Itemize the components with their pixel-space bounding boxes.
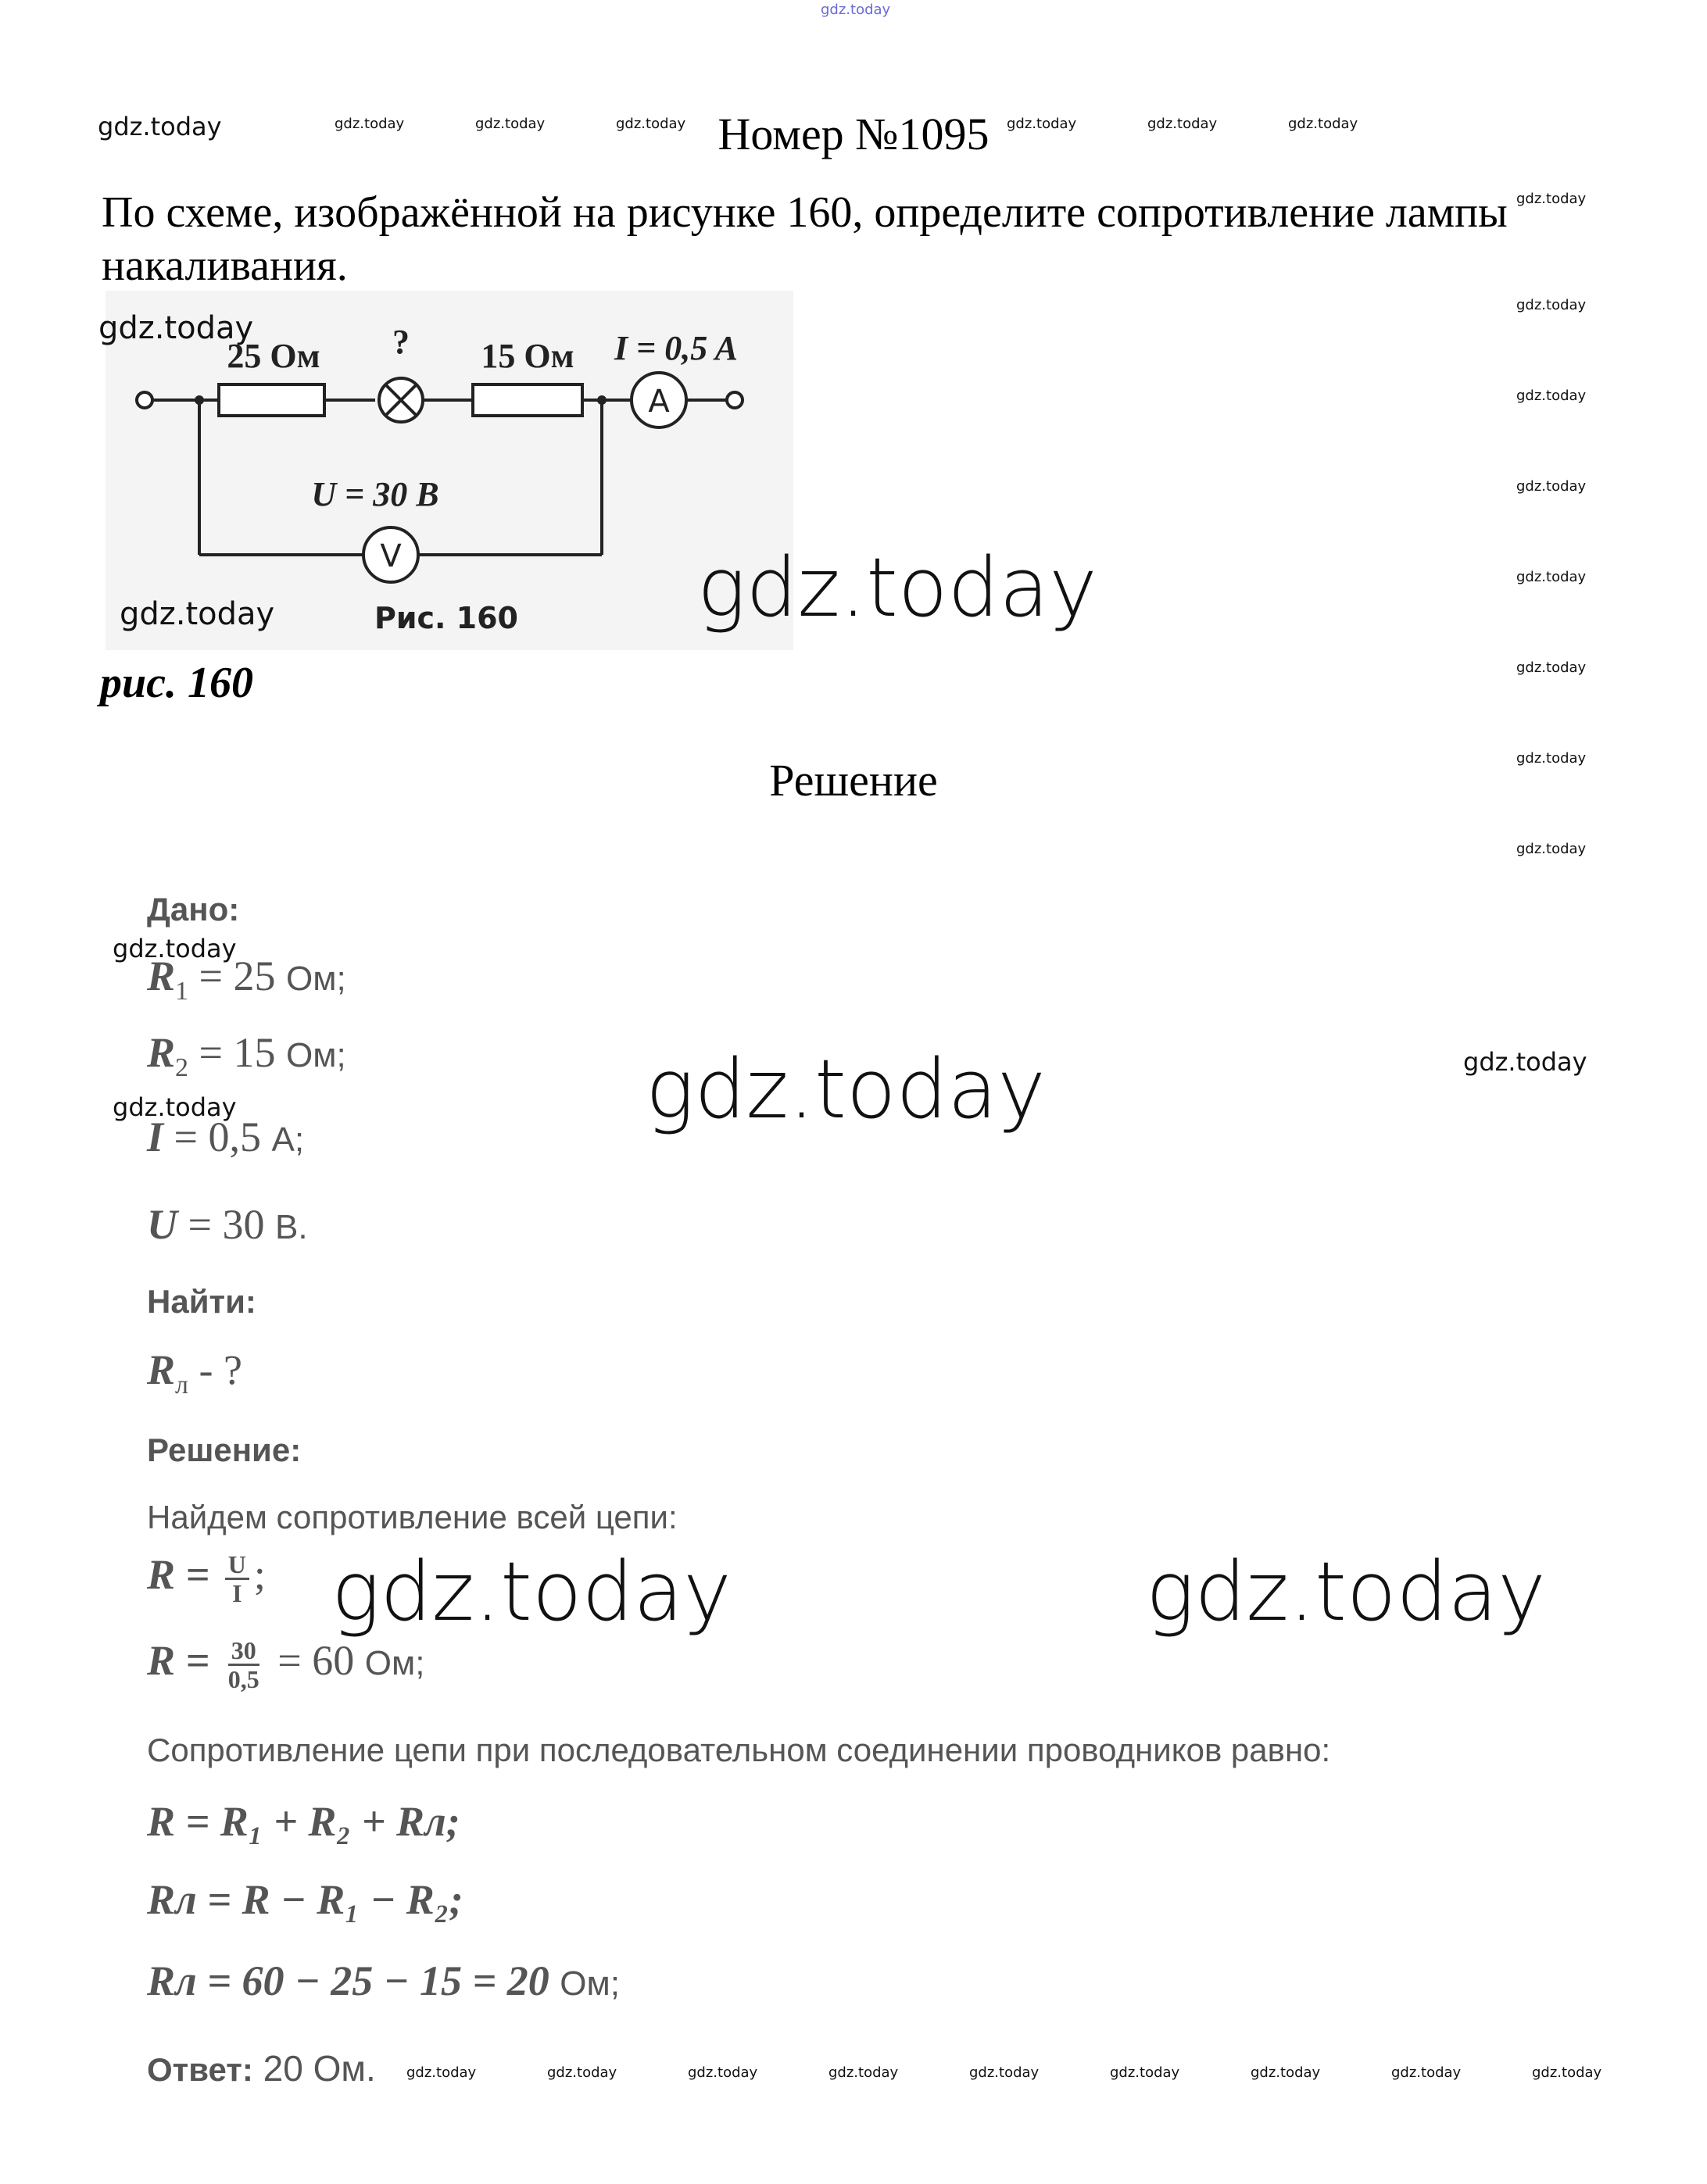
- watermark: gdz.today: [697, 540, 1097, 635]
- watermark: gdz.today: [1146, 1544, 1546, 1639]
- given-i: I = 0,5 A;: [147, 1113, 305, 1160]
- watermark: gdz.today: [547, 2064, 617, 2081]
- watermark: gdz.today: [1516, 841, 1587, 857]
- voltmeter-symbol: V: [380, 538, 402, 574]
- ammeter-symbol: A: [648, 384, 670, 420]
- solution-step1: Найдем сопротивление всей цепи:: [147, 1499, 678, 1535]
- watermark: gdz.today: [331, 1544, 732, 1639]
- figure-caption: рис. 160: [100, 659, 253, 707]
- ammeter-icon: [632, 373, 686, 427]
- voltage-label: U = 30 В: [311, 475, 439, 513]
- resistor-r1: [219, 384, 324, 416]
- formula-lamp: Rл = R − R₁ − R₂;: [147, 1876, 463, 1923]
- watermark: gdz.today: [1463, 1047, 1587, 1077]
- watermark: gdz.today: [1516, 388, 1587, 404]
- lamp-label: ?: [392, 323, 410, 361]
- lamp-icon: [379, 378, 423, 422]
- given-r2: $R_2 = 15$ Ом;: [147, 1029, 346, 1082]
- problem-text: По схеме, изображённой на рисунке 160, определите сопротивление лампы накаливания.: [102, 188, 1508, 290]
- formula-series-sum: R = R₁ + R₂ + Rл;: [147, 1798, 460, 1845]
- watermark: gdz.today: [1532, 2064, 1602, 2081]
- watermark: gdz.today: [1516, 191, 1587, 207]
- watermark: gdz.today: [1516, 750, 1587, 767]
- watermark: gdz.today: [1391, 2064, 1462, 2081]
- watermark: gdz.today: [616, 116, 686, 132]
- watermark: gdz.today: [646, 1042, 1046, 1137]
- formula-r-value: R = $\frac{30}{0,5}$ = 60 Ом;: [147, 1636, 425, 1694]
- watermark: gdz.today: [688, 2064, 758, 2081]
- watermark: gdz.today: [1516, 569, 1587, 585]
- watermark: gdz.today: [828, 2064, 899, 2081]
- watermark: gdz.today: [1516, 297, 1587, 313]
- watermark: gdz.today: [1110, 2064, 1180, 2081]
- terminal-left: [137, 392, 152, 408]
- resistor-r2: [473, 384, 582, 416]
- r2-label: 15 Ом: [481, 337, 574, 375]
- watermark: gdz.today: [1007, 116, 1077, 132]
- terminal-right: [727, 392, 743, 408]
- given-r1: $R_1 = 25$ Ом;: [147, 953, 346, 1006]
- given-u: U = 30 В.: [147, 1201, 308, 1248]
- formula-r-ui: R = $\frac{U}{I}$ ;: [147, 1550, 266, 1608]
- watermark: gdz.today: [113, 934, 237, 963]
- find-value: $R_л$ - ?: [147, 1346, 242, 1399]
- watermark: gdz.today: [475, 116, 546, 132]
- watermark: gdz.today: [113, 1092, 237, 1122]
- watermark: gdz.today: [1516, 478, 1587, 495]
- watermark: gdz.today: [1516, 659, 1587, 676]
- watermark: gdz.today: [1147, 116, 1218, 132]
- watermark: gdz.today: [1251, 2064, 1321, 2081]
- watermark: gdz.today: [98, 310, 254, 346]
- solution-step2: Сопротивление цепи при последовательном соединении проводников равно:: [147, 1732, 1331, 1768]
- watermark: gdz.today: [969, 2064, 1040, 2081]
- watermark: gdz.today: [406, 2064, 477, 2081]
- watermark-top: gdz.today: [821, 2, 891, 18]
- answer: Ответ: 20 Ом.: [147, 2048, 376, 2089]
- watermark: gdz.today: [98, 112, 222, 141]
- r1-label: 25 Ом: [227, 337, 320, 375]
- find-label: Найти:: [147, 1283, 256, 1320]
- solution-label: Решение:: [147, 1432, 302, 1468]
- page-title: Номер №1095: [718, 109, 989, 159]
- watermark: gdz.today: [120, 596, 275, 632]
- given-label: Дано:: [147, 891, 240, 928]
- watermark: gdz.today: [1288, 116, 1358, 132]
- voltmeter-icon: [363, 527, 418, 582]
- figure-inner-caption: Рис. 160: [374, 601, 518, 635]
- formula-lamp-value: Rл = 60 − 25 − 15 = 20 Ом;: [147, 1957, 620, 2004]
- solution-heading: Решение: [769, 755, 938, 806]
- current-label: I = 0,5 A: [614, 329, 738, 367]
- watermark: gdz.today: [335, 116, 405, 132]
